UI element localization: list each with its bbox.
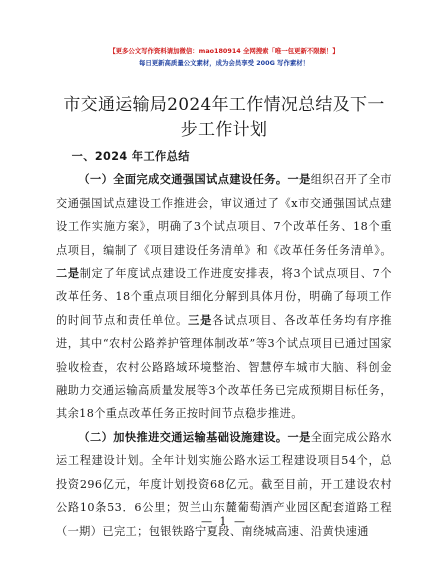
point-one-label: 一是 <box>287 173 311 187</box>
paragraph-2-text: 全面完成公路水运工程建设计划。全年计划实施公路水运工程建设项目54个，总投资296亿元，年度计划投资68亿元。截至目前，开工建设农村公路10条53．6公里；贺兰山东麓葡萄酒产业园区配套道路工程（一期）已完工；包银铁路宁夏段、南绕城高速、沿黄快速通 <box>56 430 392 538</box>
promo-banner-line2: 每日更新高质量公文素材，成为会员享受 200G 写作素材！ <box>138 59 310 67</box>
paragraph-1-heading: （一）全面完成交通强国试点建设任务。 <box>78 173 288 187</box>
point-three-label: 三是 <box>188 313 213 327</box>
page-number: — 1 — <box>201 515 247 528</box>
document-title: 市交通运输局2024年工作情况总结及下一步工作计划 <box>63 95 385 140</box>
paragraph-1-text2: 制定了年度试点建设工作进度安排表，将3个试点项目、7个改革任务、18个重点项目细化分解到具体月份，明确了每项工作的时间节点和责任单位。 <box>56 267 392 327</box>
section-heading: 一、2024 年工作总结 <box>71 150 190 163</box>
document-body <box>56 145 392 543</box>
paragraph-1-text3: 各试点项目、各改革任务均有序推进，其中“农村公路养护管理体制改革”等3个试点项目已通过国家验收检查，农村公路路域环境整治、智慧停车城市大脑、科创金融助力交通运输高质量发展等3个改革任务已完成预期目标任务，其余18个重点改革任务正按时间节点稳步推进。 <box>56 313 392 421</box>
paragraph-1 <box>56 168 392 425</box>
paragraph-2-heading: （二）加快推进交通运输基础设施建设。 <box>78 430 288 444</box>
promo-banner-line1: 【更多公文写作资料请加微信：mao180914 全网搜索「唯一包更新不限额！】 <box>109 47 339 55</box>
paragraph-1-text: 组织召开了全市交通强国试点建设工作推进会，审议通过了《x市交通强国试点建设工作实施方案》，明确了3个试点项目、7个改革任务、18个重点项目，编制了《项目建设任务清单》和《改革任务任务清单》。 <box>56 173 392 257</box>
point-one-label-2: 一是 <box>287 430 311 444</box>
point-two-label: 二是 <box>56 267 80 281</box>
